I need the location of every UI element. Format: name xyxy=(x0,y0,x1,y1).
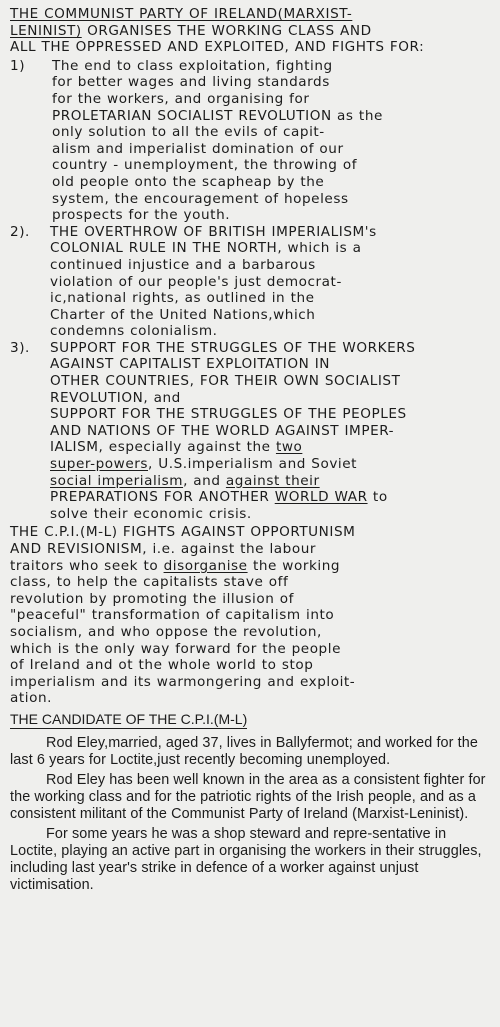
text-line: REVOLUTION, and xyxy=(50,389,181,406)
text-line: continued injustice and a barbarous xyxy=(50,256,316,273)
text-line: COLONIAL RULE IN THE NORTH, which is a xyxy=(50,240,362,257)
text-line: Charter of the United Nations,which xyxy=(50,306,316,323)
candidate-paragraph-2: Rod Eley has been well known in the area as a consistent fighter for the working class and for the patriotic rights of the Irish people, and as a consistent militant of the Communist Party of Ireland (Marxist-Leninist). xyxy=(10,771,486,822)
text-line: violation of our people's just democrat- xyxy=(50,273,342,290)
intro-line-3 xyxy=(10,39,494,56)
intro-line-1 xyxy=(10,6,494,23)
candidate-paragraph-3: For some years he was a shop steward and repre-sentative in Loctite, playing an active part in organising the workers in their struggles, including last year's strike in defence of a worker against unjust victimisation. xyxy=(10,825,482,893)
text-line: which is the only way forward for the people xyxy=(10,640,341,657)
text-segment: , U.S.imperialism and Soviet xyxy=(148,456,358,473)
text-line: AGAINST CAPITALIST EXPLOITATION IN xyxy=(50,356,330,373)
underlined-social-imperialism: social imperialism xyxy=(50,472,184,489)
intro-line-2 xyxy=(10,23,494,40)
text-line: only solution to all the evils of capit- xyxy=(52,124,325,141)
text-line: The end to class exploitation, fighting xyxy=(52,57,333,74)
demand-number: 1) xyxy=(10,57,26,74)
text-line: imperialism and its warmongering and exploit- xyxy=(10,673,356,690)
text-line: class, to help the capitalists stave off xyxy=(10,574,289,591)
text-line: old people onto the scapheap by the xyxy=(52,173,325,190)
text-line xyxy=(50,439,494,456)
demand-text xyxy=(50,224,494,340)
text-line: for better wages and living standards xyxy=(52,74,330,91)
candidate-section xyxy=(10,735,494,894)
intro-line-1-text: THE COMMUNIST PARTY OF IRELAND(MARXIST- xyxy=(10,6,353,22)
text-line: AND NATIONS OF THE WORLD AGAINST IMPER- xyxy=(50,422,395,439)
text-line: OTHER COUNTRIES, FOR THEIR OWN SOCIALIST xyxy=(50,373,401,390)
demands-list xyxy=(10,58,494,523)
text-line: country - unemployment, the throwing of xyxy=(52,157,358,174)
text-segment: , and xyxy=(183,472,226,489)
underlined-world-war: WORLD WAR xyxy=(274,489,368,506)
text-segment: traitors who seek to xyxy=(10,557,164,574)
underlined-disorganise: disorganise xyxy=(163,557,248,574)
text-line: socialism, and who oppose the revolution, xyxy=(10,623,322,640)
text-line: ation. xyxy=(10,690,52,707)
demand-text xyxy=(50,58,494,224)
text-line: SUPPORT FOR THE STRUGGLES OF THE PEOPLES xyxy=(50,406,407,423)
text-line: THE OVERTHROW OF BRITISH IMPERIALISM's xyxy=(50,223,377,240)
text-line xyxy=(10,558,494,575)
demand-number: 3). xyxy=(10,339,30,356)
underlined-super-powers: super-powers xyxy=(50,456,149,473)
underlined-two: two xyxy=(275,439,303,456)
text-segment: the working xyxy=(247,557,341,574)
underlined-against-their: against their xyxy=(225,472,320,489)
text-line: alism and imperialist domination of our xyxy=(52,140,344,157)
text-line: AND REVISIONISM, i.e. against the labour xyxy=(10,541,317,557)
text-line: of Ireland and ot the whole world to stop xyxy=(10,657,314,674)
text-line: PROLETARIAN SOCIALIST REVOLUTION as the xyxy=(52,107,383,124)
demand-number: 2). xyxy=(10,223,30,240)
text-line: condemns colonialism. xyxy=(50,323,218,340)
intro-leninist: LENINIST) xyxy=(10,22,82,39)
demand-item-2 xyxy=(10,224,494,340)
text-line: "peaceful" transformation of capitalism into xyxy=(10,607,335,624)
text-line: ic,national rights, as outlined in the xyxy=(50,290,315,307)
text-line: prospects for the youth. xyxy=(52,207,231,224)
intro-heading xyxy=(10,6,494,56)
text-line xyxy=(50,489,494,506)
candidate-heading: THE CANDIDATE OF THE C.P.I.(M-L) xyxy=(10,710,248,727)
candidate-paragraph-1: Rod Eley,married, aged 37, lives in Ballyfermot; and worked for the last 6 years for Loctite,just recently becoming unemployed. xyxy=(10,734,478,768)
intro-line-3-text: ALL THE OPPRESSED AND EXPLOITED, AND FIGHTS FOR: xyxy=(10,39,425,56)
demand-text xyxy=(50,340,494,523)
text-line: solve their economic crisis. xyxy=(50,505,252,522)
text-segment: PREPARATIONS FOR ANOTHER xyxy=(50,489,275,506)
text-line: revolution by promoting the illusion of xyxy=(10,590,294,607)
text-segment: to xyxy=(367,489,388,506)
text-line: THE C.P.I.(M-L) FIGHTS AGAINST OPPORTUNISM xyxy=(10,524,356,541)
text-line xyxy=(50,456,494,473)
text-line: system, the encouragement of hopeless xyxy=(52,190,349,207)
text-line xyxy=(50,473,494,490)
text-line: SUPPORT FOR THE STRUGGLES OF THE WORKERS xyxy=(50,339,416,356)
demand-item-3 xyxy=(10,340,494,523)
text-line: for the workers, and organising for xyxy=(52,90,310,107)
fights-paragraph xyxy=(10,524,494,707)
text-segment: IALISM, especially against the xyxy=(50,439,276,456)
demand-item-1 xyxy=(10,58,494,224)
intro-line-2-rest: ORGANISES THE WORKING CLASS AND xyxy=(81,22,372,39)
